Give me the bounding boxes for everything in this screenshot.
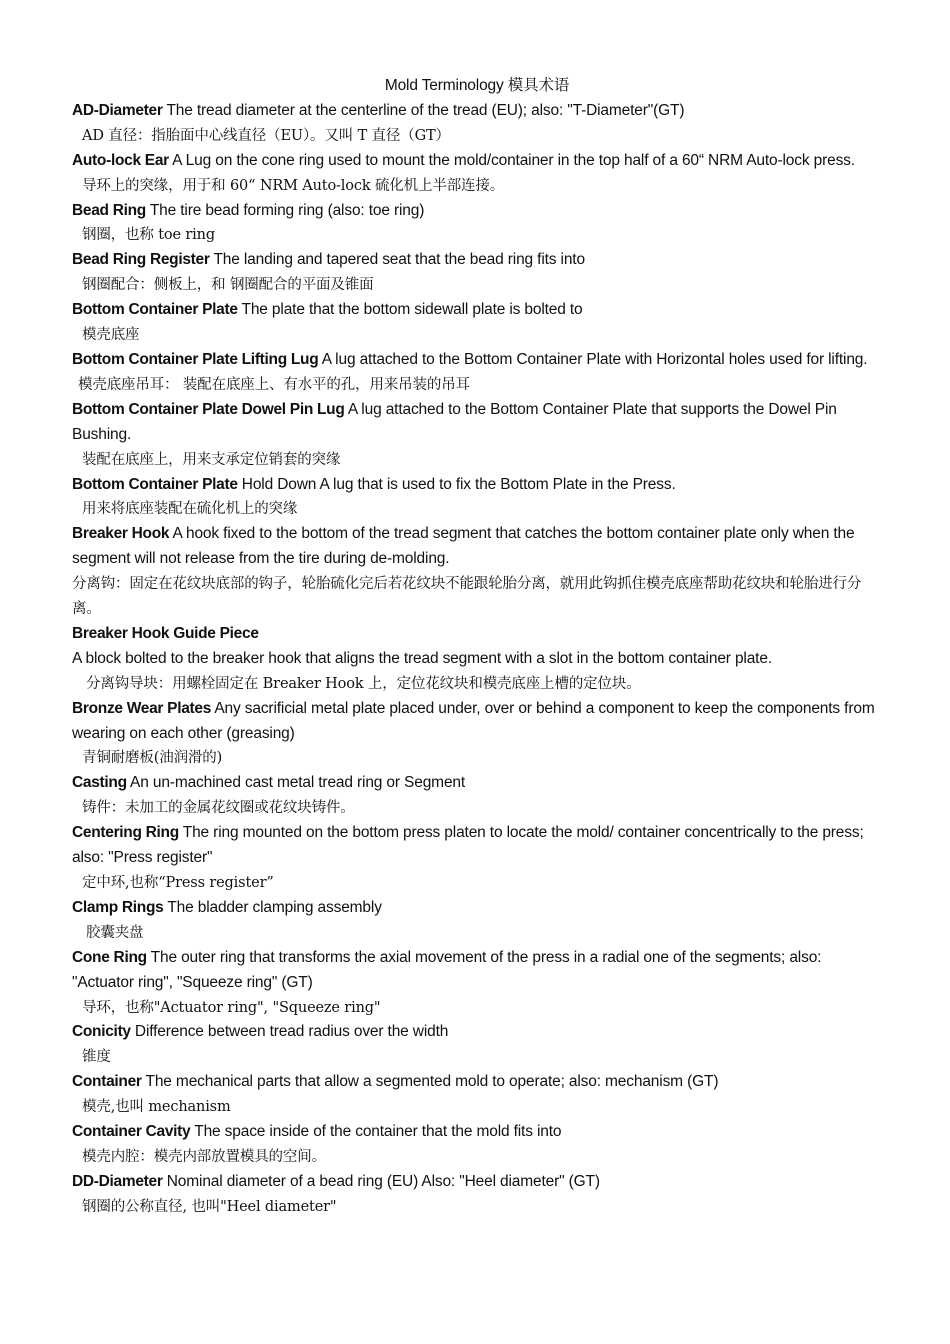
definition: The landing and tapered seat that the bead ring fits into: [209, 251, 585, 269]
definition: The outer ring that transforms the axial movement of the press in a radial one of the segments; also: "Actuator ring", "Squeeze ring" (GT): [72, 948, 822, 991]
term: Container: [72, 1073, 142, 1091]
translation: 钢圈配合：侧板上，和 钢圈配合的平面及锥面: [82, 277, 374, 294]
term: Bottom Container Plate: [72, 301, 238, 319]
translation: 青铜耐磨板(油润滑的): [82, 750, 223, 767]
definition: A Lug on the cone ring used to mount the mold/container in the top half of a 60“ NRM Auto-lock press.: [168, 151, 855, 169]
entry-bronze-wear-plates: [72, 697, 882, 747]
definition: A hook fixed to the bottom of the tread segment that catches the bottom container plate only when the segment will not release from the tire during de-molding.: [72, 525, 855, 568]
term: Bottom Container Plate: [72, 475, 238, 493]
term: Bead Ring Register: [72, 251, 210, 269]
term: DD-Diameter: [72, 1172, 163, 1190]
translation: 分离钩导块：用螺栓固定在 Breaker Hook 上，定位花纹块和模壳底座上槽的定位块。: [86, 675, 641, 692]
term: Bead Ring: [72, 201, 146, 219]
translation: 锥度: [82, 1049, 111, 1066]
definition: An un-machined cast metal tread ring or Segment: [126, 774, 466, 792]
document-title: Mold Terminology 模具术语: [384, 77, 570, 94]
term: Container Cavity: [72, 1123, 191, 1141]
definition: The space inside of the container that the mold fits into: [190, 1123, 562, 1141]
term: Bottom Container Plate Dowel Pin Lug: [72, 400, 345, 418]
term: Casting: [72, 774, 127, 792]
entry-ad-diameter: [72, 99, 882, 124]
term: Bottom Container Plate Lifting Lug: [72, 350, 319, 368]
entry-container: [72, 1070, 882, 1095]
entry-bottom-container-plate-hold-down: [72, 473, 882, 498]
translation: 分离钩：固定在花纹块底部的钩子，轮胎硫化完后若花纹块不能跟轮胎分离，就用此钩抓住模壳底座帮助花纹块和轮胎进行分离。: [72, 576, 862, 618]
translation: 导环上的突缘，用于和 60“ NRM Auto-lock 硫化机上半部连接。: [82, 177, 505, 194]
definition: Nominal diameter of a bead ring (EU) Also: "Heel diameter" (GT): [162, 1172, 600, 1190]
entry-dd-diameter: [72, 1170, 882, 1195]
entry-bead-ring-register: [72, 248, 882, 273]
translation: 模壳,也叫 mechanism: [82, 1099, 231, 1116]
term: Clamp Rings: [72, 898, 164, 916]
definition: Difference between tread radius over the width: [130, 1023, 449, 1041]
translation: 钢圈，也称 toe ring: [82, 227, 215, 244]
translation: 用来将底座装配在硫化机上的突缘: [82, 501, 298, 518]
term: Breaker Hook Guide Piece: [72, 624, 259, 642]
entry-clamp-rings: [72, 896, 882, 921]
translation: 模壳底座吊耳： 装配在底座上、有水平的孔，用来吊装的吊耳: [78, 376, 470, 393]
definition: The ring mounted on the bottom press platen to locate the mold/ container concentrically to the press; also: "Press register": [72, 824, 864, 867]
translation: 模壳底座: [82, 327, 140, 344]
entry-breaker-hook: [72, 522, 882, 572]
definition: A block bolted to the breaker hook that aligns the tread segment with a slot in the bottom container plate.: [72, 649, 772, 667]
entry-bottom-container-plate-lifting-lug: [72, 348, 882, 373]
term: Breaker Hook: [72, 525, 170, 543]
definition: The bladder clamping assembly: [163, 898, 382, 916]
term: Auto-lock Ear: [72, 151, 169, 169]
term: Bronze Wear Plates: [72, 699, 212, 717]
entry-auto-lock-ear: [72, 149, 882, 174]
term: Cone Ring: [72, 948, 147, 966]
entry-breaker-hook-guide-piece: [72, 622, 882, 647]
term: AD-Diameter: [72, 101, 163, 119]
translation: 模壳内腔：模壳内部放置模具的空间。: [82, 1148, 326, 1165]
translation: AD 直径：指胎面中心线直径（EU）。又叫 T 直径（GT）: [82, 127, 450, 144]
entry-bead-ring: [72, 199, 882, 224]
definition: A lug attached to the Bottom Container Plate with Horizontal holes used for lifting.: [318, 350, 868, 368]
translation: 钢圈的公称直径, 也叫"Heel diameter": [82, 1198, 337, 1215]
entry-bottom-container-plate: [72, 298, 882, 323]
definition: The tire bead forming ring (also: toe ring): [145, 201, 425, 219]
entry-container-cavity: [72, 1120, 882, 1145]
definition: The tread diameter at the centerline of the tread (EU); also: "T-Diameter"(GT): [162, 101, 685, 119]
entry-centering-ring: [72, 821, 882, 871]
entry-conicity: [72, 1020, 882, 1045]
translation: 导环，也称"Actuator ring", "Squeeze ring": [82, 999, 381, 1016]
document-page: [72, 74, 882, 1220]
translation: 胶囊夹盘: [86, 924, 144, 941]
definition: The plate that the bottom sidewall plate is bolted to: [237, 301, 583, 319]
definition: A lug attached to the Bottom Container Plate that supports the Dowel Pin Bushing.: [72, 400, 837, 443]
translation: 铸件：未加工的金属花纹圈或花纹块铸件。: [82, 800, 355, 817]
translation: 装配在底座上，用来支承定位销套的突缘: [82, 451, 341, 468]
entry-bottom-container-plate-dowel-pin-lug: [72, 398, 882, 448]
translation: 定中环,也称“Press register”: [82, 875, 274, 891]
entry-cone-ring: [72, 946, 882, 996]
definition: Any sacrificial metal plate placed under, over or behind a component to keep the components from wearing on each other (greasing): [72, 699, 875, 742]
entry-casting: [72, 771, 882, 796]
term: Centering Ring: [72, 824, 179, 842]
definition: Hold Down A lug that is used to fix the Bottom Plate in the Press.: [237, 475, 676, 493]
definition: The mechanical parts that allow a segmented mold to operate; also: mechanism (GT): [141, 1073, 719, 1091]
term: Conicity: [72, 1023, 131, 1041]
